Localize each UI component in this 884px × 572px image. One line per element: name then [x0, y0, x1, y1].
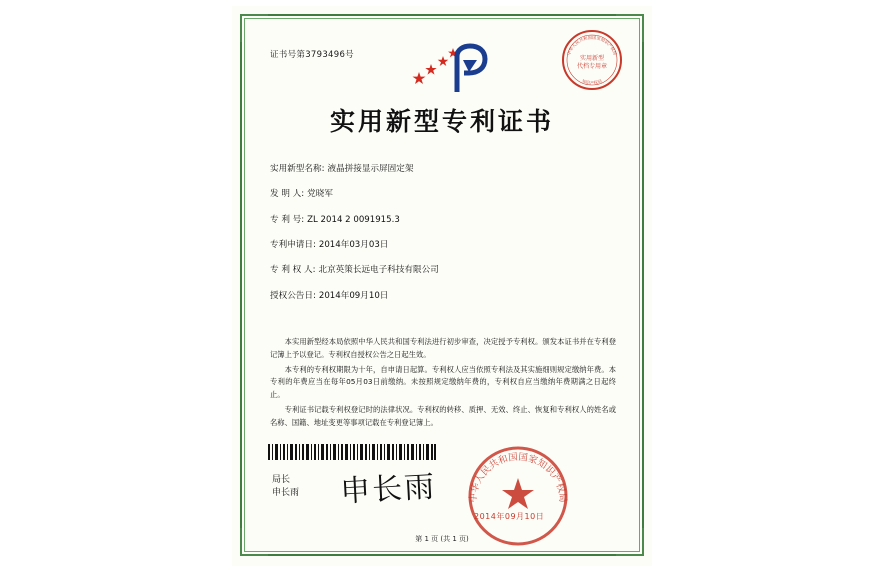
- field-label: 发 明 人:: [270, 189, 305, 200]
- seal-date: 2014年09月10日: [474, 512, 545, 521]
- field-inventor: [270, 189, 616, 199]
- svg-text:代档专用章: 代档专用章: [576, 63, 608, 70]
- field-label: 实用新型名称:: [270, 164, 325, 174]
- certificate-number: 证书号第3793496号: [270, 50, 354, 60]
- field-patent-number: [270, 215, 616, 225]
- field-grant-announcement-date: [270, 291, 616, 301]
- svg-text:实用新型: 实用新型: [579, 55, 605, 62]
- certificate-fields: [270, 164, 616, 316]
- barcode: [268, 444, 436, 460]
- signature-name-label: 申长雨: [272, 488, 300, 499]
- paragraph: 专利证书记载专利权登记时的法律状况。专利权的转移、质押、无效、终止、恢复和专利权人的姓名或名称、国籍、地址变更等事项记载在专利登记簿上。: [270, 404, 616, 427]
- field-value: 2014年03月03日: [318, 239, 389, 250]
- page-footer: 第 1 页 (共 1 页): [415, 535, 469, 543]
- field-value: 党晓军: [307, 189, 333, 200]
- field-value: ZL 2014 2 0091915.3: [307, 214, 400, 225]
- page-title: 实用新型专利证书: [329, 107, 554, 136]
- field-label: 专 利 权 人:: [270, 265, 316, 276]
- national-ip-emblem-icon: [407, 42, 491, 98]
- paragraph: 本专利的专利权期限为十年，自申请日起算。专利权人应当依照专利法及其实施细则规定缴纳年费。本专利的年费应当在每年05月03日前缴纳。未按照规定缴纳年费的，专利权自应当缴纳年费期满之日起终止。: [270, 364, 616, 400]
- svg-text:中华人民共和国国家知识产权局: 中华人民共和国国家知识产权局: [467, 451, 569, 504]
- legal-body-text: [270, 336, 616, 431]
- patent-certificate: [232, 6, 652, 566]
- field-application-date: [270, 240, 616, 250]
- field-label: 授权公告日:: [270, 290, 316, 301]
- field-utility-model-name: [270, 164, 616, 174]
- field-value: 北京英策长远电子科技有限公司: [318, 265, 439, 276]
- field-patentee: [270, 265, 616, 275]
- svg-text:中华人民共和国国家知识产权局: 中华人民共和国国家知识产权局: [566, 34, 618, 56]
- field-label: 专 利 号:: [270, 214, 305, 225]
- office-seal-top-icon: [560, 28, 624, 92]
- paragraph: 本实用新型经本局依照中华人民共和国专利法进行初步审查，决定授予专利权。颁发本证书并在专利登记簿上予以登记。专利权自授权公告之日起生效。: [270, 337, 616, 359]
- field-value: 2014年09月10日: [318, 290, 389, 301]
- field-label: 专利申请日:: [270, 239, 316, 250]
- corner-ornament-top-left: [240, 14, 268, 42]
- field-value: 液晶拼接显示屏固定架: [327, 164, 414, 174]
- svg-text:知识产权局: 知识产权局: [581, 78, 603, 86]
- handwritten-signature: 申长雨: [339, 469, 438, 510]
- signature-block: [272, 474, 299, 500]
- signature-role-label: 局长: [272, 475, 291, 485]
